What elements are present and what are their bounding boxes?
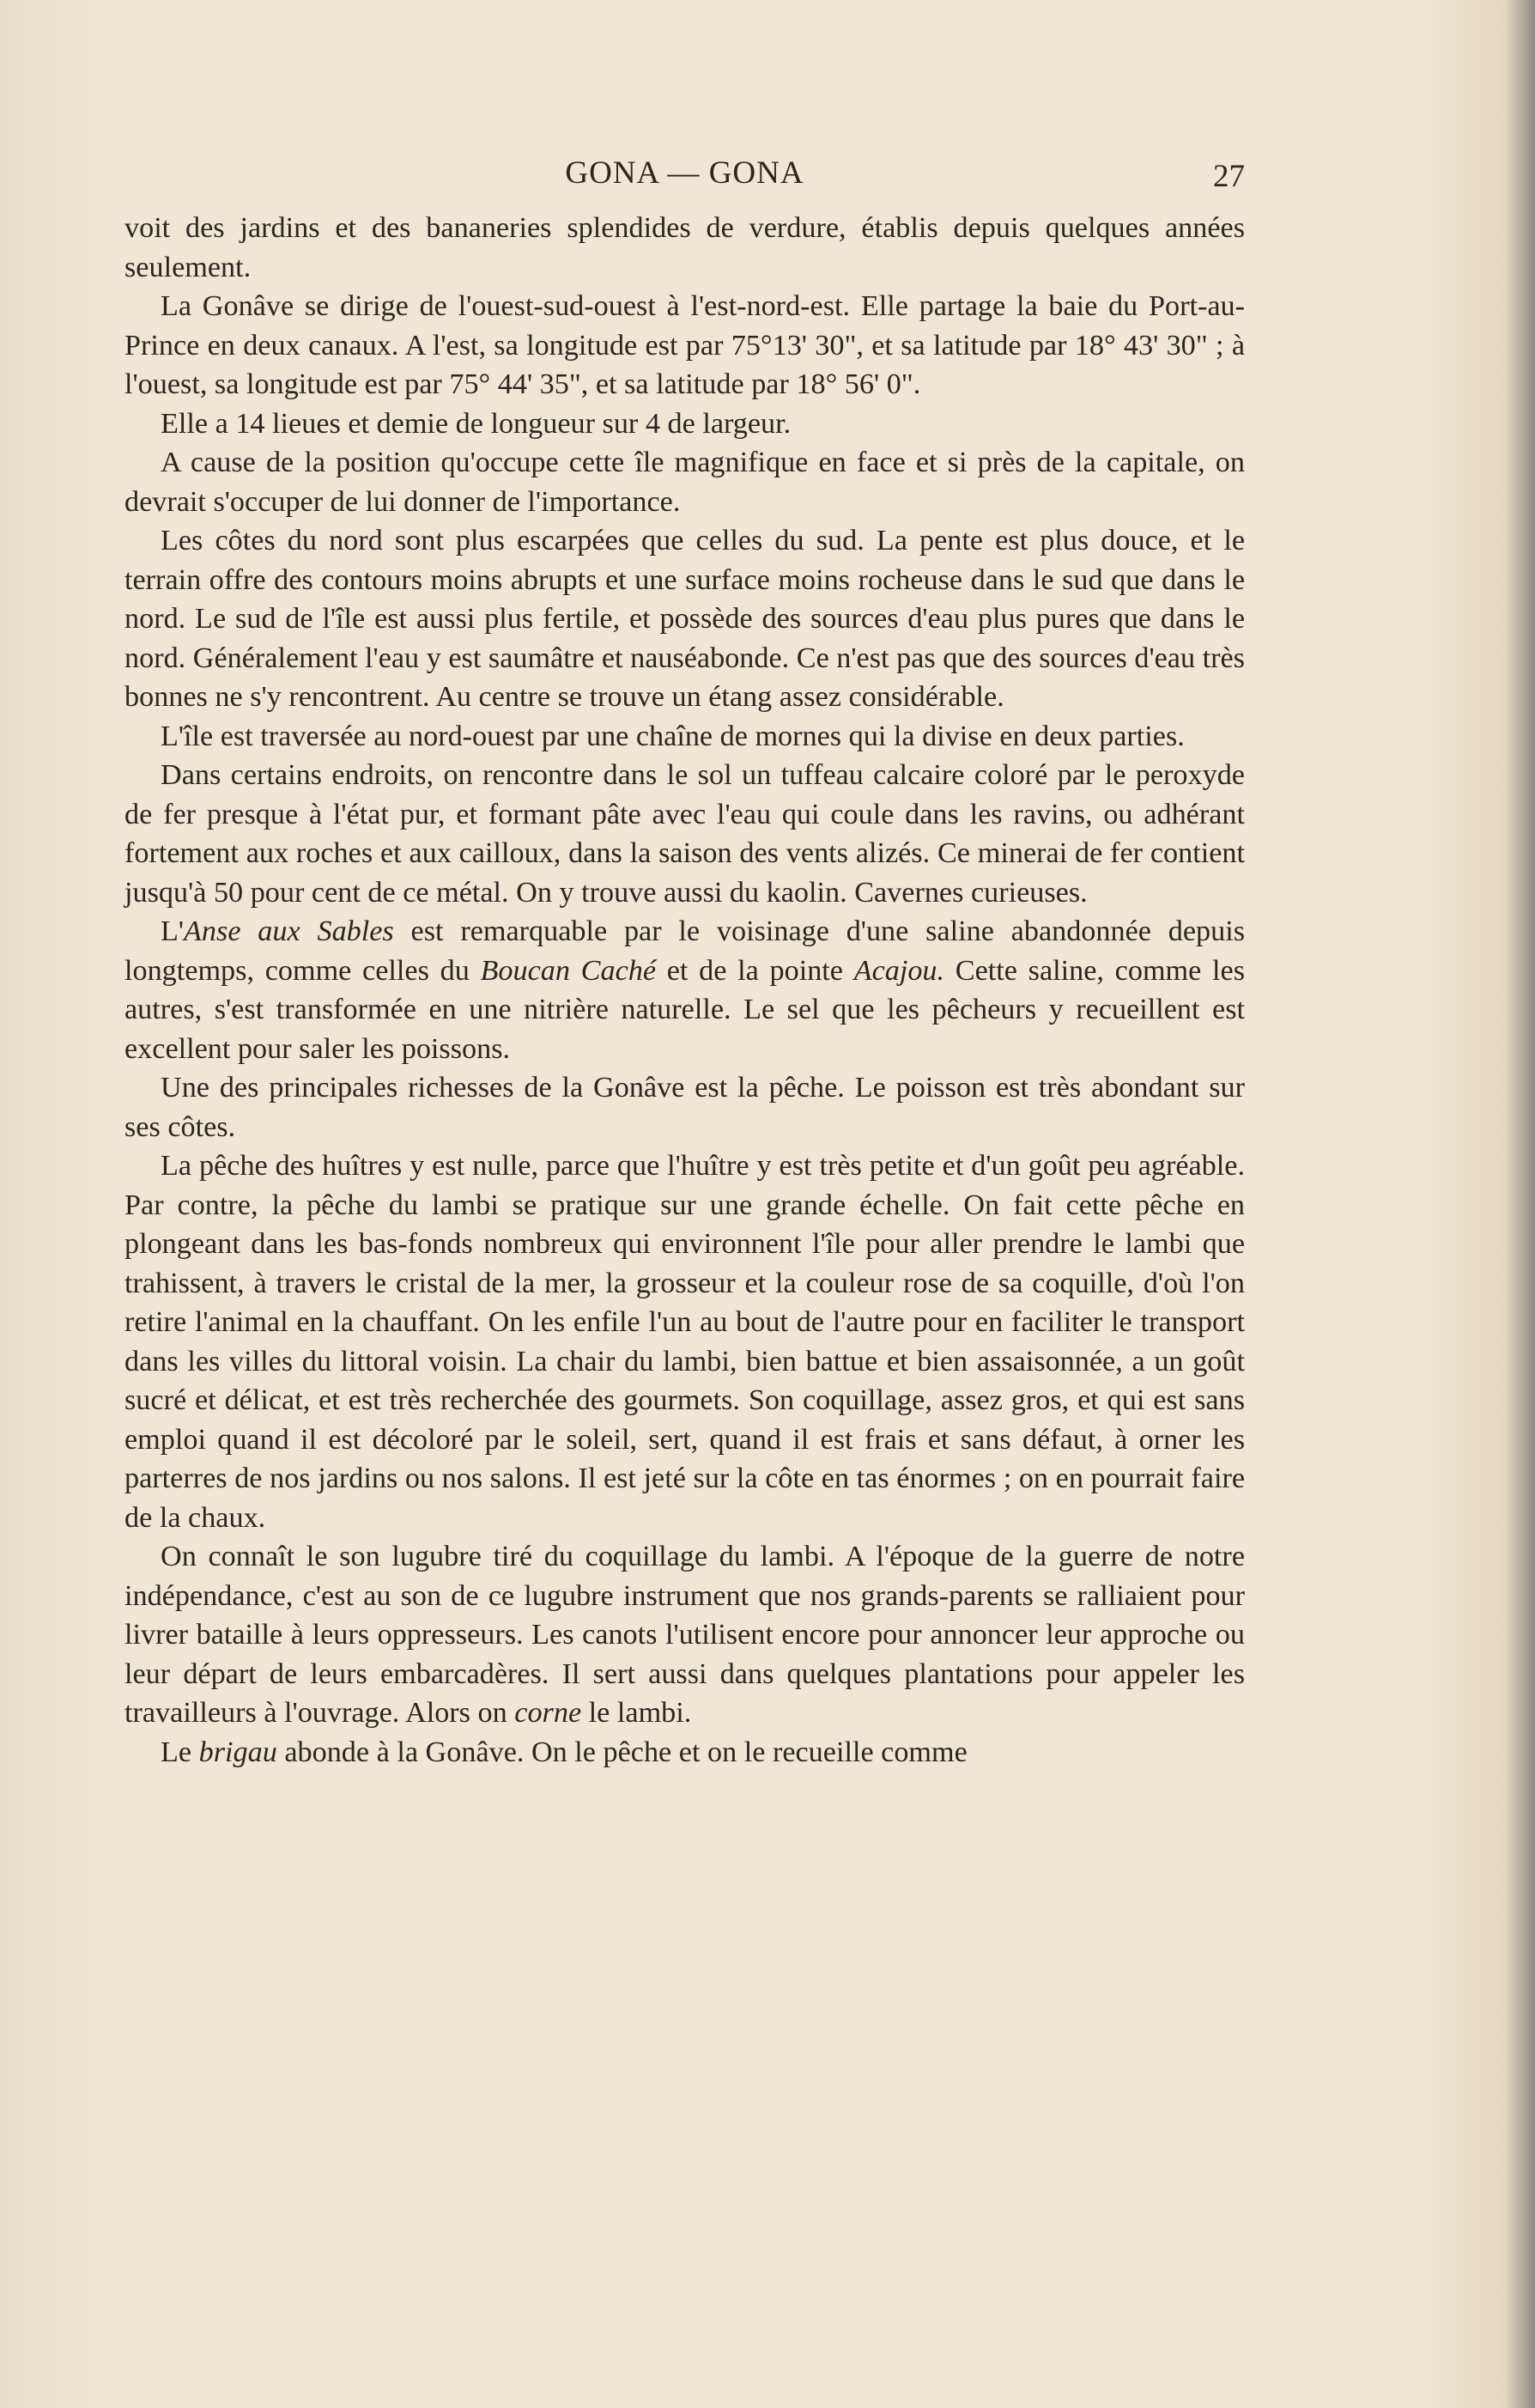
- text-run: est remarquable par le voisinage d'une saline abandonnée depuis longtemps, comme celles du: [124, 915, 1245, 987]
- paragraph-2: La Gonâve se dirige de l'ouest-sud-ouest à l'est-nord-est. Elle partage la baie du Port-au-Prince en deux canaux. A l'est, sa longitude est par 75°13' 30", et sa latitude par 18° 43' 30" ; à l'ouest, sa longitude est par 75° 44' 35", et sa latitude par 18° 56' 0".: [124, 290, 1245, 400]
- paragraph-1: voit des jardins et des bananeries splendides de verdure, établis depuis quelques années seulement.: [124, 212, 1245, 283]
- paragraph-7: Dans certains endroits, on rencontre dans le sol un tuffeau calcaire coloré par le peroxyde de fer presque à l'état pur, et formant pâte avec l'eau qui coule dans les ravins, ou adhérant fortement aux roches et aux cailloux, dans la saison des vents alizés. Ce minerai de fer contient jusqu'à 50 pour cent de ce métal. On y trouve aussi du kaolin. Cavernes curieuses.: [124, 759, 1245, 909]
- running-title: GONA — GONA: [565, 155, 804, 191]
- paragraph-12: [124, 1733, 1245, 1773]
- running-head: [124, 155, 1245, 194]
- text-run: et de la pointe: [656, 954, 854, 987]
- text-run: abonde à la Gonâve. On le pêche et on le recueille comme: [276, 1736, 968, 1768]
- text-run: On connaît le son lugubre tiré du coquillage du lambi. A l'époque de la guerre de notre indépendance, c'est au son de ce lugubre instrument que nos grands-parents se ralliaient pour livrer bataille à leurs oppresseurs. Les canots l'utilisent encore pour annoncer leur approche ou leur départ de leurs embarcadères. Il sert aussi dans quelques plantations pour appeler les travailleurs à l'ouvrage. Alors on: [124, 1541, 1245, 1729]
- place-name-italic: Boucan Caché: [480, 954, 657, 987]
- text-run: Le: [161, 1736, 199, 1768]
- paragraph-11: [124, 1537, 1245, 1733]
- text-run: le lambi.: [581, 1697, 692, 1729]
- term-italic: corne: [514, 1697, 582, 1729]
- place-name-italic: Acajou.: [853, 954, 945, 987]
- text-run: L': [161, 915, 185, 947]
- paragraph-5: Les côtes du nord sont plus escarpées que celles du sud. La pente est plus douce, et le terrain offre des contours moins abrupts et une surface moins rocheuse dans le sud que dans le nord. Le sud de l'île est aussi plus fertile, et possède des sources d'eau plus pures que dans le nord. Généralement l'eau y est saumâtre et nauséabonde. Ce n'est pas que des sources d'eau très bonnes ne s'y rencontrent. Au centre se trouve un étang assez considérable.: [124, 525, 1245, 713]
- place-name-italic: Anse aux Sables: [184, 915, 394, 947]
- text-run: Cette saline, comme les autres, s'est transformée en une nitrière naturelle. Le sel que les pêcheurs y recueillent est excellent pour saler les poissons.: [124, 954, 1245, 1065]
- paragraph-8: [124, 912, 1245, 1068]
- paragraph-6: L'île est traversée au nord-ouest par une chaîne de mornes qui la divise en deux parties.: [161, 720, 1185, 752]
- paragraph-9: Une des principales richesses de la Gonâve est la pêche. Le poisson est très abondant sur ses côtes.: [124, 1072, 1245, 1143]
- page-number: 27: [1213, 159, 1245, 194]
- paragraph-3: Elle a 14 lieues et demie de longueur sur 4 de largeur.: [161, 407, 792, 440]
- paragraph-4: A cause de la position qu'occupe cette île magnifique en face et si près de la capitale, on devrait s'occuper de lui donner de l'importance.: [124, 447, 1245, 518]
- paragraph-10: La pêche des huîtres y est nulle, parce que l'huître y est très petite et d'un goût peu agréable. Par contre, la pêche du lambi se pratique sur une grande échelle. On fait cette pêche en plongeant dans les bas-fonds nombreux qui environnent l'île pour aller prendre le lambi que trahissent, à travers le cristal de la mer, la grosseur et la couleur rose de sa coquille, d'où l'on retire l'animal en la chauffant. On les enfile l'un au bout de l'autre pour en faciliter le transport dans les villes du littoral voisin. La chair du lambi, bien battue et bien assaisonnée, a un goût sucré et délicat, et est très recherchée des gourmets. Son coquillage, assez gros, et qui est sans emploi quand il est décoloré par le soleil, sert, quand il est frais et sans défaut, à orner les parterres de nos jardins ou nos salons. Il est jeté sur la côte en tas énormes ; on en pourrait faire de la chaux.: [124, 1150, 1245, 1534]
- term-italic: brigau: [198, 1736, 277, 1768]
- body-text: [124, 209, 1245, 1772]
